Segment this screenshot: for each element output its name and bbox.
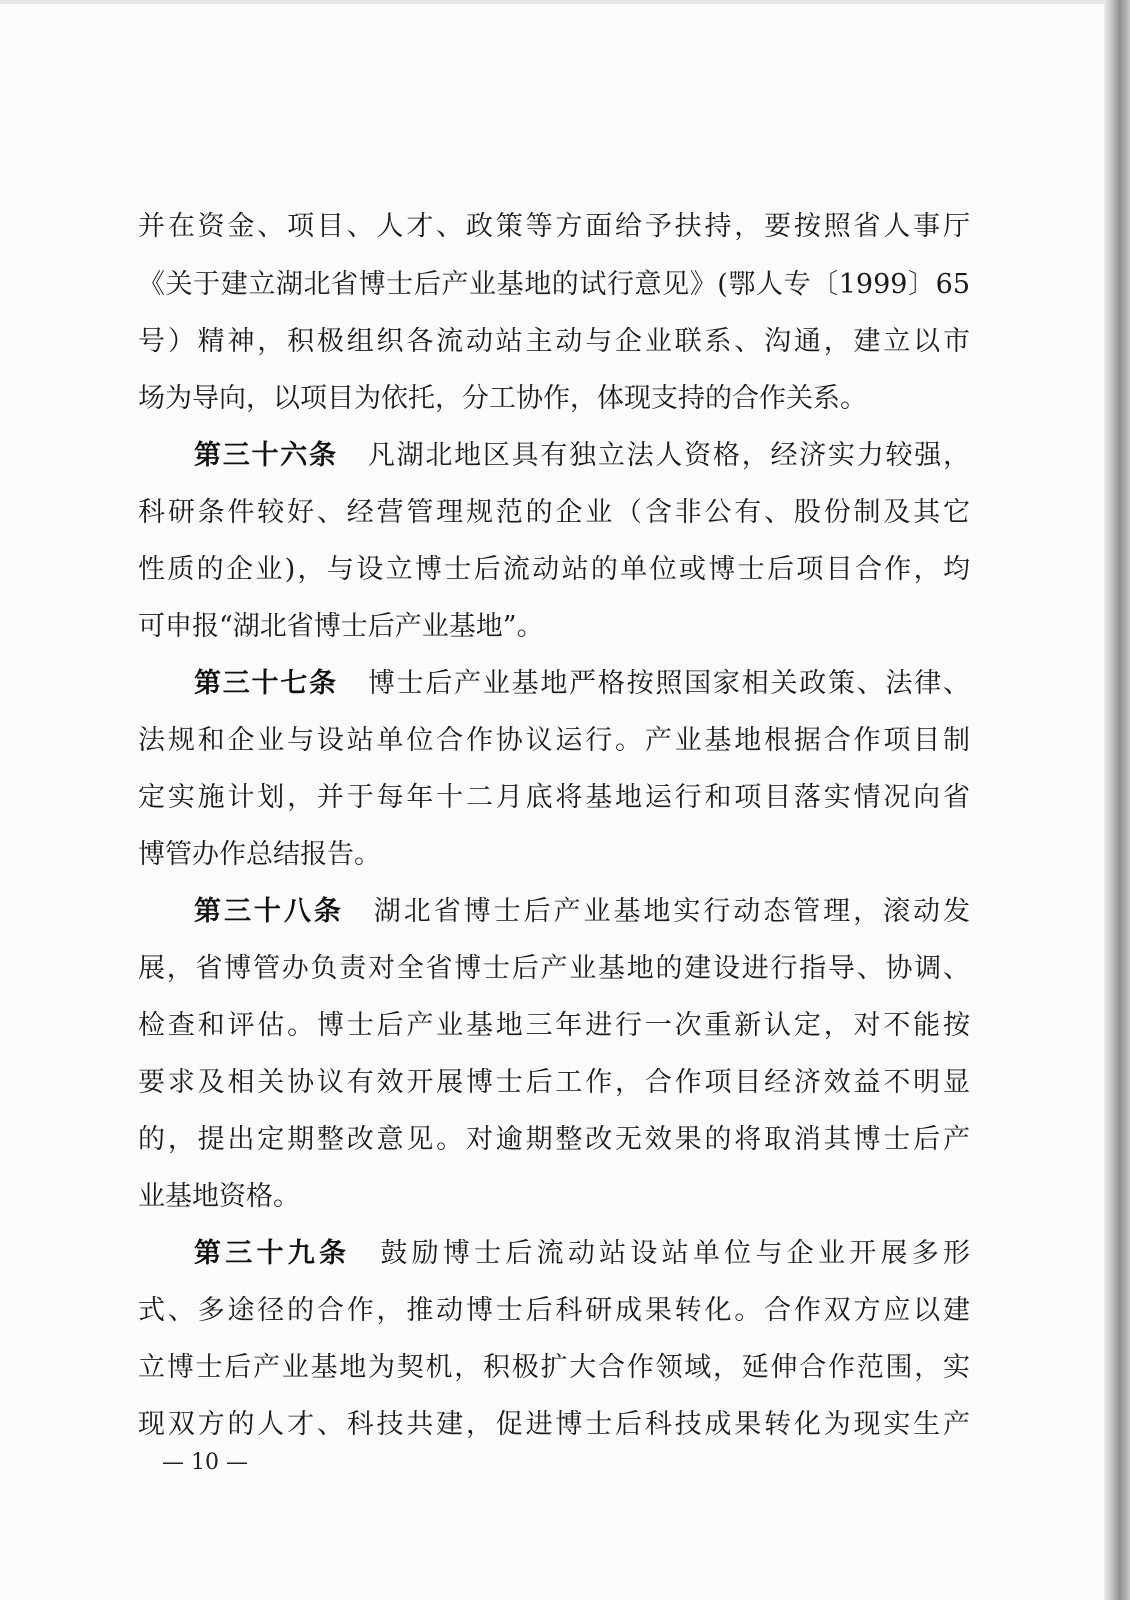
body-line: 法规和企业与设站单位合作协议运行。产业基地根据合作项目制 (138, 725, 970, 756)
body-line: 定实施计划，并于每年十二月底将基地运行和项目落实情况向省 (138, 782, 970, 813)
page-number: — 10 — (162, 1450, 248, 1475)
article-36-text: 凡湖北地区具有独立法人资格，经济实力较强， (367, 440, 970, 471)
body-line: 的，提出定期整改意见。对逾期整改无效果的将取消其博士后产 (138, 1124, 970, 1155)
scan-binding-edge (1104, 0, 1130, 1600)
body-line: 号）精神，积极组织各流动站主动与企业联系、沟通，建立以市 (138, 326, 970, 357)
article-39-line (194, 1234, 970, 1274)
article-36-line (194, 436, 970, 476)
body-line: 要求及相关协议有效开展博士后工作，合作项目经济效益不明显 (138, 1067, 970, 1098)
body-line: 科研条件较好、经营管理规范的企业（含非公有、股份制及其它 (138, 497, 970, 528)
article-38-line (194, 892, 970, 932)
scan-top-edge (0, 0, 1104, 4)
body-line: 式、多途径的合作，推动博士后科研成果转化。合作双方应以建 (138, 1295, 970, 1326)
article-37-heading: 第三十七条 (194, 668, 338, 699)
body-line: 展，省博管办负责对全省博士后产业基地的建设进行指导、协调、 (138, 953, 970, 984)
article-37-text: 博士后产业基地严格按照国家相关政策、法律、 (367, 668, 970, 699)
body-line: 可申报“湖北省博士后产业基地”。 (138, 611, 544, 642)
article-39-text: 鼓励博士后流动站设站单位与企业开展多形 (380, 1238, 970, 1269)
article-36-heading: 第三十六条 (194, 440, 338, 471)
body-line: 并在资金、项目、人才、政策等方面给予扶持，要按照省人事厅 (138, 211, 970, 242)
article-37-line (194, 664, 970, 704)
body-line: 业基地资格。 (138, 1181, 300, 1212)
body-line: 性质的企业)，与设立博士后流动站的单位或博士后项目合作，均 (138, 554, 970, 585)
body-line: 立博士后产业基地为契机，积极扩大合作领域，延伸合作范围，实 (138, 1352, 970, 1383)
body-line: 《关于建立湖北省博士后产业基地的试行意见》(鄂人专〔1999〕65 (138, 269, 970, 300)
article-39-heading: 第三十九条 (194, 1238, 351, 1269)
body-line: 场为导向，以项目为依托，分工协作，体现支持的合作关系。 (138, 383, 867, 414)
body-line: 博管办作总结报告。 (138, 839, 381, 870)
article-38-text: 湖北省博士后产业基地实行动态管理，滚动发 (373, 896, 970, 927)
body-line: 检查和评估。博士后产业基地三年进行一次重新认定，对不能按 (138, 1010, 970, 1041)
article-38-heading: 第三十八条 (194, 896, 344, 927)
body-line: 现双方的人才、科技共建，促进博士后科技成果转化为现实生产 (138, 1409, 970, 1440)
